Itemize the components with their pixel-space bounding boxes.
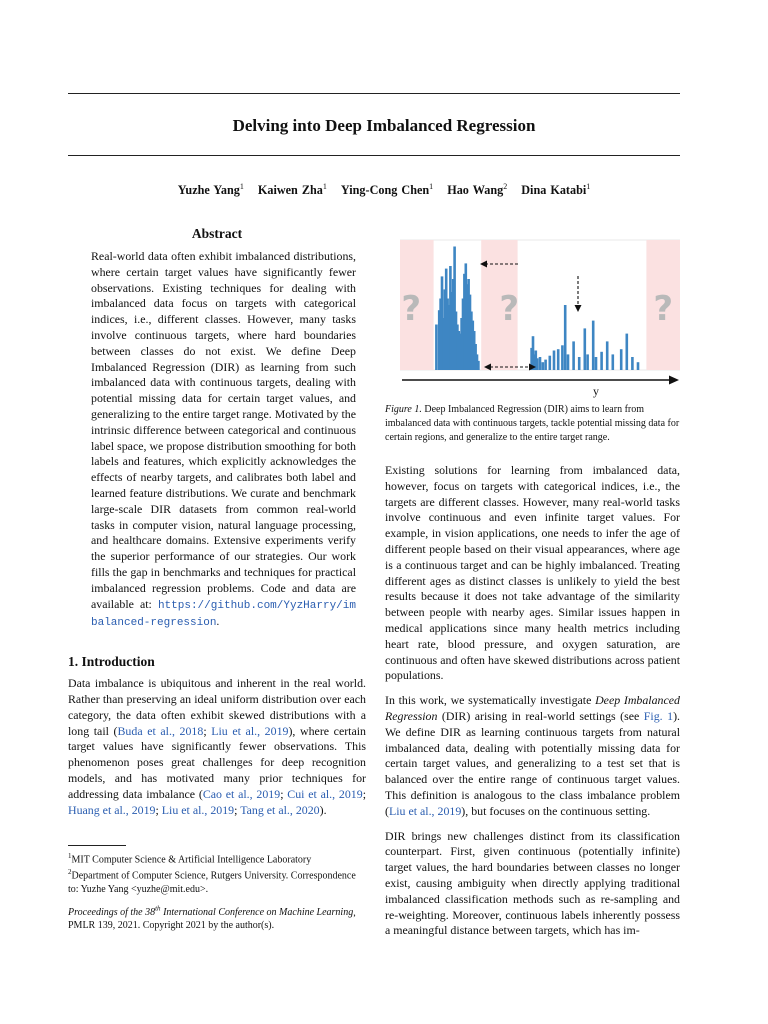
abstract-body: Real-world data often exhibit imbalanced distributions, where certain target values have significantly fewer observations. Existing techniques for dealing with imbalanced data focus on targets with categorical indices, i.e., different classes. However, many tasks involve continuous targets, where hard boundaries between classes do not exist. We define Deep Imbalanced Regression (DIR) as learning from such imbalanced data with continuous targets, dealing with potential missing data for certain target values, and generalizing to the entire target range. Motivated by the intrinsic difference between categorical and continuous label space, we propose distribution smoothing for both labels and features, which explicitly acknowledges the effects of nearby targets, and calibrates both label and learned feature distributions. We curate and benchmark large-scale DIR datasets from common real-world tasks in computer vision, natural language processing, and healthcare domains. Extensive experiments verify the superior performance of our strategies. Our work fills the gap in benchmarks and techniques for practical imbalanced regression problems. Code and data are available at: https://github.com/YyzHarry/imbalanced-regression. <box>91 249 356 630</box>
histogram-bar <box>620 349 623 370</box>
footnote-rule <box>68 845 126 846</box>
histogram-bar <box>600 352 603 370</box>
citation-link[interactable]: Liu et al., 2019 <box>161 802 235 817</box>
author: Dina Katabi$^1$ <box>521 182 591 198</box>
histogram-bar <box>626 334 629 370</box>
histogram-bar <box>586 354 589 370</box>
histogram-bar <box>595 357 598 370</box>
citation-link[interactable]: Buda et al., 2018 <box>117 723 204 738</box>
histogram-bar <box>612 354 615 370</box>
author: Yuzhe Yang$^1$ <box>177 182 244 198</box>
abstract-heading: Abstract <box>191 226 243 241</box>
paper-title: Delving into Deep Imbalanced Regression <box>232 116 536 135</box>
histogram-bar <box>557 349 560 370</box>
figure-caption: Figure 1. Deep Imbalanced Regression (DIR) aims to learn from imbalanced data with continuous targets, tackle potential missing data for certain regions, and generalize to the entire target range. <box>385 404 680 443</box>
figure-reference-link[interactable]: Fig. 1 <box>643 708 674 723</box>
histogram-bar <box>572 341 575 370</box>
footnote-1: $^1$MIT Computer Science & Artificial Intelligence Laboratory <box>68 852 312 866</box>
left-column <box>68 226 366 818</box>
histogram-bar <box>564 305 567 370</box>
citation-link[interactable]: Cao et al., 2019 <box>202 786 281 801</box>
question-mark-icon: ? <box>653 289 674 329</box>
title-rule <box>68 155 680 156</box>
body-paragraph: Existing solutions for learning from imbalanced data, however, focus on targets with categorical indices, i.e., the targets are different classes. However, many real-world tasks involve continuous and even infinite target values. For example, in vision applications, one needs to infer the age of different people based on their visual appearances, where age is a continuous target and can be highly imbalanced. Treating different ages as distinct classes is unlikely to yield the best results because it does not take advantage of the similarity between people with nearby ages. Similar issues happen in medical applications since many health metrics including heart rate, blood pressure, and oxygen saturation, are continuous and often have skewed distributions across patient populations. <box>385 463 680 683</box>
histogram-bar <box>637 362 640 370</box>
histogram-bar <box>553 351 556 371</box>
x-axis-arrowhead-icon <box>669 376 679 385</box>
author: Ying-Cong Chen$^1$ <box>340 182 434 198</box>
histogram-bar <box>561 345 564 370</box>
section-heading-introduction: 1. Introduction <box>68 654 155 670</box>
code-link[interactable]: https://github.com/YyzHarry/imbalanced-regression <box>91 599 356 630</box>
histogram-bar <box>549 356 552 370</box>
author: Hao Wang$^2$ <box>447 182 508 198</box>
citation-link[interactable]: Huang et al., 2019 <box>68 802 156 817</box>
x-axis-label: y <box>593 384 599 398</box>
citation-link[interactable]: Tang et al., 2020 <box>240 802 320 817</box>
citation-link[interactable]: Cui et al., 2019 <box>287 786 363 801</box>
citation-link[interactable]: Liu et al., 2019 <box>388 803 462 818</box>
histogram-bar <box>477 361 480 370</box>
intro-paragraph: Data imbalance is ubiquitous and inherent in the real world. Rather than preserving an ideal uniform distribution over each category, the data often exhibit skewed distributions with a long tail (Buda et al., 2018; Liu et al., 2019), where certain target values have significantly fewer observations. This phenomenon poses great challenges for deep recognition models, and has motivated many prior techniques for addressing data imbalance (Cao et al., 2019; Cui et al., 2019; Huang et al., 2019; Liu et al., 2019; Tang et al., 2020). <box>68 676 367 817</box>
body-paragraph: DIR brings new challenges distinct from its classification counterpart. First, given continuous (potentially infinite) target values, the hard boundaries between classes no longer exist, causing ambiguity when directly applying traditional imbalanced classification methods such as re-sampling and re-weighting. Moreover, continuous labels inherently possess a meaningful distance between targets, which has im- <box>385 828 680 938</box>
author: Kaiwen Zha$^1$ <box>257 182 327 198</box>
histogram-bar <box>631 357 634 370</box>
proceedings-note: Proceedings of the 38th International Conference on Machine Learning, PMLR 139, 2021. Copyright 2021 by the author(s). <box>68 905 356 932</box>
top-rule <box>68 93 680 94</box>
question-mark-icon: ? <box>499 289 520 329</box>
histogram-bar <box>592 321 595 370</box>
histogram-bar <box>606 341 609 370</box>
author-list <box>0 182 768 198</box>
histogram-bar <box>539 357 542 370</box>
body-paragraph: In this work, we systematically investigate Deep Imbalanced Regression (DIR) arising in real-world settings (see Fig. 1). We define DIR as learning continuous targets from natural imbalanced data, dealing with potentially missing data for certain target values, and generalizing to a test set that is balanced over the entire range of continuous target values. This definition is analogous to the class imbalance problem (Liu et al., 2019), but focuses on the continuous setting. <box>385 693 680 818</box>
footnotes <box>68 850 366 896</box>
histogram-bar <box>567 354 570 370</box>
histogram-bar <box>536 358 539 370</box>
question-mark-icon: ? <box>401 289 422 329</box>
histogram-bar <box>435 325 438 371</box>
histogram-bar <box>544 360 547 370</box>
right-column <box>385 463 680 948</box>
histogram-bar <box>578 357 581 370</box>
figure-1-chart <box>400 238 680 398</box>
citation-link[interactable]: Liu et al., 2019 <box>211 723 289 738</box>
histogram-bar <box>584 328 587 370</box>
footnote-2: $^2$Department of Computer Science, Rutgers University. Correspondence to: Yuzhe Yang <yuzhe@mit.edu>. <box>68 868 356 895</box>
histogram-bar <box>542 362 545 370</box>
